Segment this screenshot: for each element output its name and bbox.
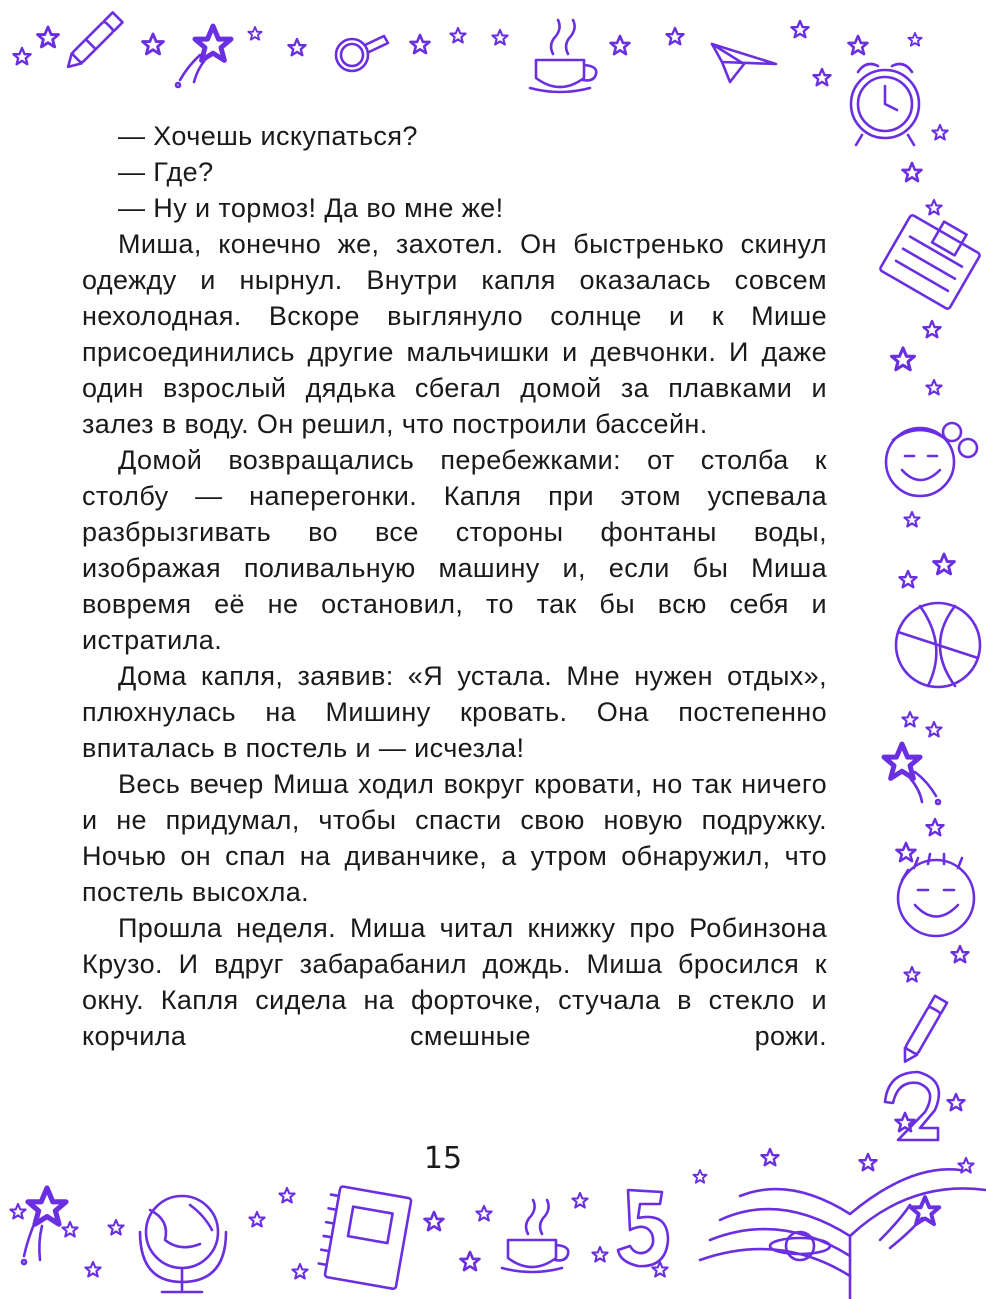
- notebook-icon: [317, 1185, 412, 1289]
- globe-icon: [140, 1196, 226, 1292]
- paragraph: Миша, конечно же, захотел. Он быстренько скинул одежду и нырнул. Внутри капля оказалась совсем нехолодная. Вскоре выглянуло солнце и к Мише присоединились другие мальчишки и девчонки. И даже один взрослый дядька сбегал домой за плавками и залез в воду. Он решил, что построили бассейн.: [82, 229, 827, 439]
- saturn-icon: [770, 1232, 830, 1260]
- pen-icon: [63, 12, 122, 71]
- open-book-icon: [700, 1169, 986, 1299]
- alarm-clock-icon: [851, 64, 919, 145]
- pen-icon: [899, 996, 947, 1065]
- paragraph: — Хочешь искупаться?: [118, 121, 418, 151]
- paragraph: Дома капля, заявив: «Я устала. Мне нужен отдых», плюхнулась на Мишину кровать. Она постепенно впиталась в постель и — исчезла!: [82, 661, 827, 763]
- girl-face-icon: [886, 423, 977, 496]
- teacup-icon: [502, 1200, 568, 1272]
- paragraph: Прошла неделя. Миша читал книжку про Робинзона Крузо. И вдруг забарабанил дождь. Миша бросился к окну. Капля сидела на форточке, стучала в стекло и корчила смешные рожи.: [82, 913, 827, 1051]
- paragraph: Домой возвращались перебежками: от столба к столбу — наперегонки. Капля при этом успевала разбрызгивать во все стороны фонтаны воды, изображая поливальную машину и, если бы Миша вовремя её не остановил, то так бы всю себя и истратила.: [82, 445, 827, 655]
- note-paper-icon: [879, 206, 985, 310]
- shooting-star-icon: [176, 26, 231, 87]
- paragraph: — Где?: [118, 157, 214, 187]
- paragraph: — Ну и тормоз! Да во мне же!: [118, 193, 504, 223]
- shooting-star-icon: [22, 1188, 66, 1264]
- digit-5-icon: [618, 1190, 668, 1266]
- ball-icon: [896, 603, 980, 687]
- boy-face-icon: [898, 854, 974, 936]
- teacup-icon: [530, 20, 596, 92]
- shooting-star-icon: [884, 744, 940, 804]
- paragraph: Весь вечер Миша ходил вокруг кровати, но так ничего и не придумал, чтобы спасти свою новую подружку. Ночью он спал на диванчике, а утром обнаружил, что постель высохла.: [82, 769, 827, 907]
- page-number: 15: [423, 1141, 463, 1176]
- magnifier-icon: [336, 36, 388, 71]
- paper-plane-icon: [712, 44, 776, 82]
- story-text: [82, 118, 827, 1054]
